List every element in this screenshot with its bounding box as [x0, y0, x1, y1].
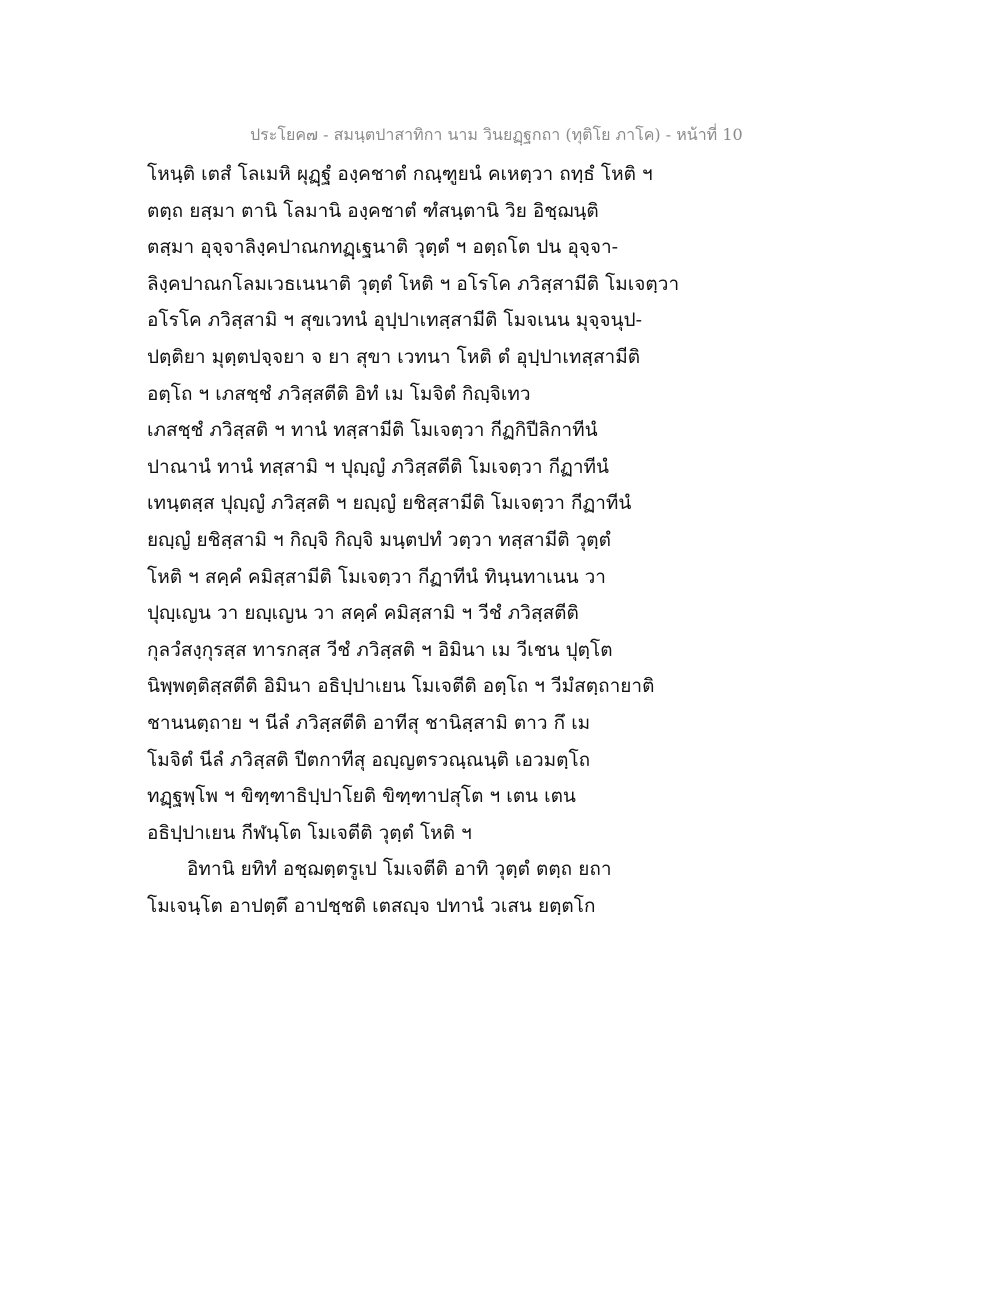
text-line: เภสชฺชํ ภวิสฺสติ ฯ ทานํ ทสฺสามีติ โมเจตฺวา กีฏกิปีลิกาทีนํ: [147, 419, 598, 442]
text-line: ปาณานํ ทานํ ทสฺสามิ ฯ ปุญฺญํ ภวิสฺสตีติ โมเจตฺวา กีฏาทีนํ: [147, 455, 610, 478]
text-line: อตฺโถ ฯ เภสชฺชํ ภวิสฺสตีติ อิทํ เม โมจิตํ กิญฺจิเทว: [147, 382, 531, 405]
text-line: ทฏฺฐพฺโพ ฯ ขิฑฺฑาธิปฺปาโยติ ขิฑฺฑาปสุโต ฯ เตน เตน: [147, 785, 576, 808]
text-line: ลิงฺคปาณกโลมเวธเนนาติ วุตฺตํ โหติ ฯ อโรโค ภวิสฺสามีติ โมเจตฺวา: [147, 272, 680, 295]
text-line: ตสฺมา อุจฺจาลิงฺคปาณกทฏฺเฐนาติ วุตฺตํ ฯ อตฺถโต ปน อุจฺจา-: [147, 236, 619, 259]
text-line: ตตฺถ ยสฺมา ตานิ โลมานิ องฺคชาตํ ฑํสนฺตานิ วิย อิชฺฌนฺติ: [147, 199, 599, 222]
text-line: อโรโค ภวิสฺสามิ ฯ สุขเวทนํ อุปฺปาเทสฺสามีติ โมจเนน มุจฺจนุป-: [147, 309, 643, 332]
paragraph-first-line: อิทานิ ยทิทํ อชฺฌตฺตรูเป โมเจตีติ อาทิ วุตฺตํ ตตฺถ ยถา: [187, 858, 612, 881]
text-line: ปตฺติยา มุตฺตปจฺจยา จ ยา สุขา เวทนา โหติ ตํ อุปฺปาเทสฺสามีติ: [147, 345, 641, 368]
text-line: กุลวํสงฺกุรสฺส ทารกสฺส วีชํ ภวิสฺสติ ฯ อิมินา เม วีเชน ปุตฺโต: [147, 638, 613, 661]
running-header: ประโยค๗ - สมนฺตปาสาทิกา นาม วินยฏฺฐกถา (ทุติโย ภาโค) - หน้าที่ 10: [250, 125, 743, 144]
text-line: โมจิตํ นีลํ ภวิสฺสติ ปีตกาทีสุ อญฺญตรวณฺณนฺติ เอวมตฺโถ: [147, 748, 591, 771]
text-line: ชานนตฺถาย ฯ นีลํ ภวิสฺสตีติ อาทีสุ ชานิสฺสามิ ตาว กึ เม: [147, 711, 591, 734]
text-line: ยญฺญํ ยชิสฺสามิ ฯ กิญฺจิ กิญฺจิ มนฺตปทํ วตฺวา ทสฺสามีติ วุตฺตํ: [147, 528, 611, 551]
text-line: โมเจนฺโต อาปตฺตึ อาปชฺชติ เตสญฺจ ปทานํ วเสน ยตฺตโก: [147, 894, 596, 917]
text-line: นิพฺพตฺติสฺสตีติ อิมินา อธิปฺปาเยน โมเจตีติ อตฺโถ ฯ วีมํสตฺถายาติ: [147, 675, 655, 698]
body-text: [147, 156, 707, 924]
text-line: อธิปฺปาเยน กีฬนฺโต โมเจตีติ วุตฺตํ โหติ ฯ: [147, 821, 472, 844]
text-line: ปุญฺเญน วา ยญฺเญน วา สคฺคํ คมิสฺสามิ ฯ วีชํ ภวิสฺสตีติ: [147, 602, 579, 625]
text-line: โหติ ฯ สคฺคํ คมิสฺสามีติ โมเจตฺวา กีฏาทีนํ ทินฺนทาเนน วา: [147, 565, 606, 588]
text-line: โหนฺติ เตสํ โลเมหิ ผุฏฺฐํ องฺคชาตํ กณฺฑูยนํ คเหตฺวา ถทฺธํ โหติ ฯ: [147, 163, 653, 185]
text-line: เทนฺตสฺส ปุญฺญํ ภวิสฺสติ ฯ ยญฺญํ ยชิสฺสามีติ โมเจตฺวา กีฏาทีนํ: [147, 492, 632, 515]
